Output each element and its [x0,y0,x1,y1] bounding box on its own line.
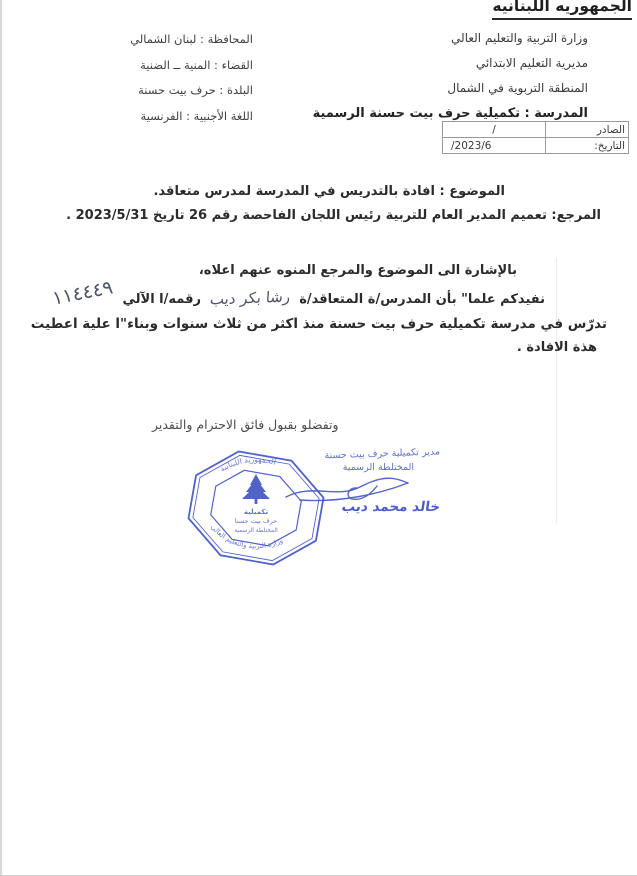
document-title: الجمهوريه اللبنانيه [492,0,632,20]
directorate-line: مديرية التعليم الابتدائي [475,56,588,70]
ministry-line: وزارة التربية والتعليم العالي [451,31,588,45]
cedar-tree-icon [242,474,270,504]
stamp-rim-top-text: الجمهورية اللبنانية [218,454,277,474]
issued-value: / [443,122,546,138]
signature-block [290,446,442,515]
body-line-3: تدرّس في مدرسة تكميلية حرف بيت حسنة منذ اكثر من ثلاث سنوات وبناء"ا علية اعطيت [30,316,607,332]
date-label: التاريخ: [546,138,629,154]
signatory-title-line1: مدير تكميلية حرف بيت حسنة [324,446,441,462]
school-line: المدرسة : تكميلية حرف بيت حسنة الرسمية [312,106,588,121]
signatory-title-line2: المختلطة الرسمية [342,462,414,473]
stamp-inner-line-1: تكميلية [243,508,269,516]
paper-crease [556,258,557,524]
body-line2-prefix: نفيدكم علما" بأن المدرس/ة المتعاقد/ة [299,292,545,307]
body-line2-middle: رقمه/ا الآلي [122,292,201,307]
date-value: /2023/6 [443,138,546,154]
handwritten-teacher-name: رشا بكر ديب [209,287,291,309]
header-left-column [130,27,253,129]
table-row [443,138,629,154]
closing-line: وتفضلو بقبول فائق الاحترام والتقدير [152,417,339,432]
table-row [443,122,629,138]
body-line-2 [50,276,545,310]
header-right-column [313,26,588,126]
town-line: البلدة : حرف بيت حسنة [138,83,253,97]
reference-line: المرجع: تعميم المدير العام للتربية رئيس اللجان الفاحصة رقم 26 تاريخ 2023/5/31 . [66,208,601,223]
stamp-rim-bottom-text: وزارة التربية والتعليم العالي [209,523,285,551]
handwritten-teacher-number: ١١٤٤٤٩ [50,276,116,310]
issued-label: الصادر [546,122,629,138]
district-line: القضاء : المنية ــ الضنية [140,57,253,72]
scan-edge-left [0,0,2,876]
stamp-inner-line-2: حرف بيت حسنا [234,517,278,525]
subject-line: الموضوع : افادة بالتدريس في المدرسة لمدرس متعاقد. [153,184,505,199]
stamp-inner-line-3: المختلطة الرسمية [234,528,278,534]
handwritten-signature-name: خالد محمد ديب [340,499,442,515]
reference-date-table [442,121,629,154]
governorate-line: المحافظة : لبنان الشمالي [130,32,253,46]
region-line: المنطقة التربوية في الشمال [447,81,588,95]
foreign-language-line: اللغة الأجنبية : الفرنسية [140,108,253,123]
body-line-4: هذة الافادة . [516,340,597,355]
salutation-line: بالإشارة الى الموضوع والمرجع المنوه عنهم اعلاه، [198,263,517,278]
